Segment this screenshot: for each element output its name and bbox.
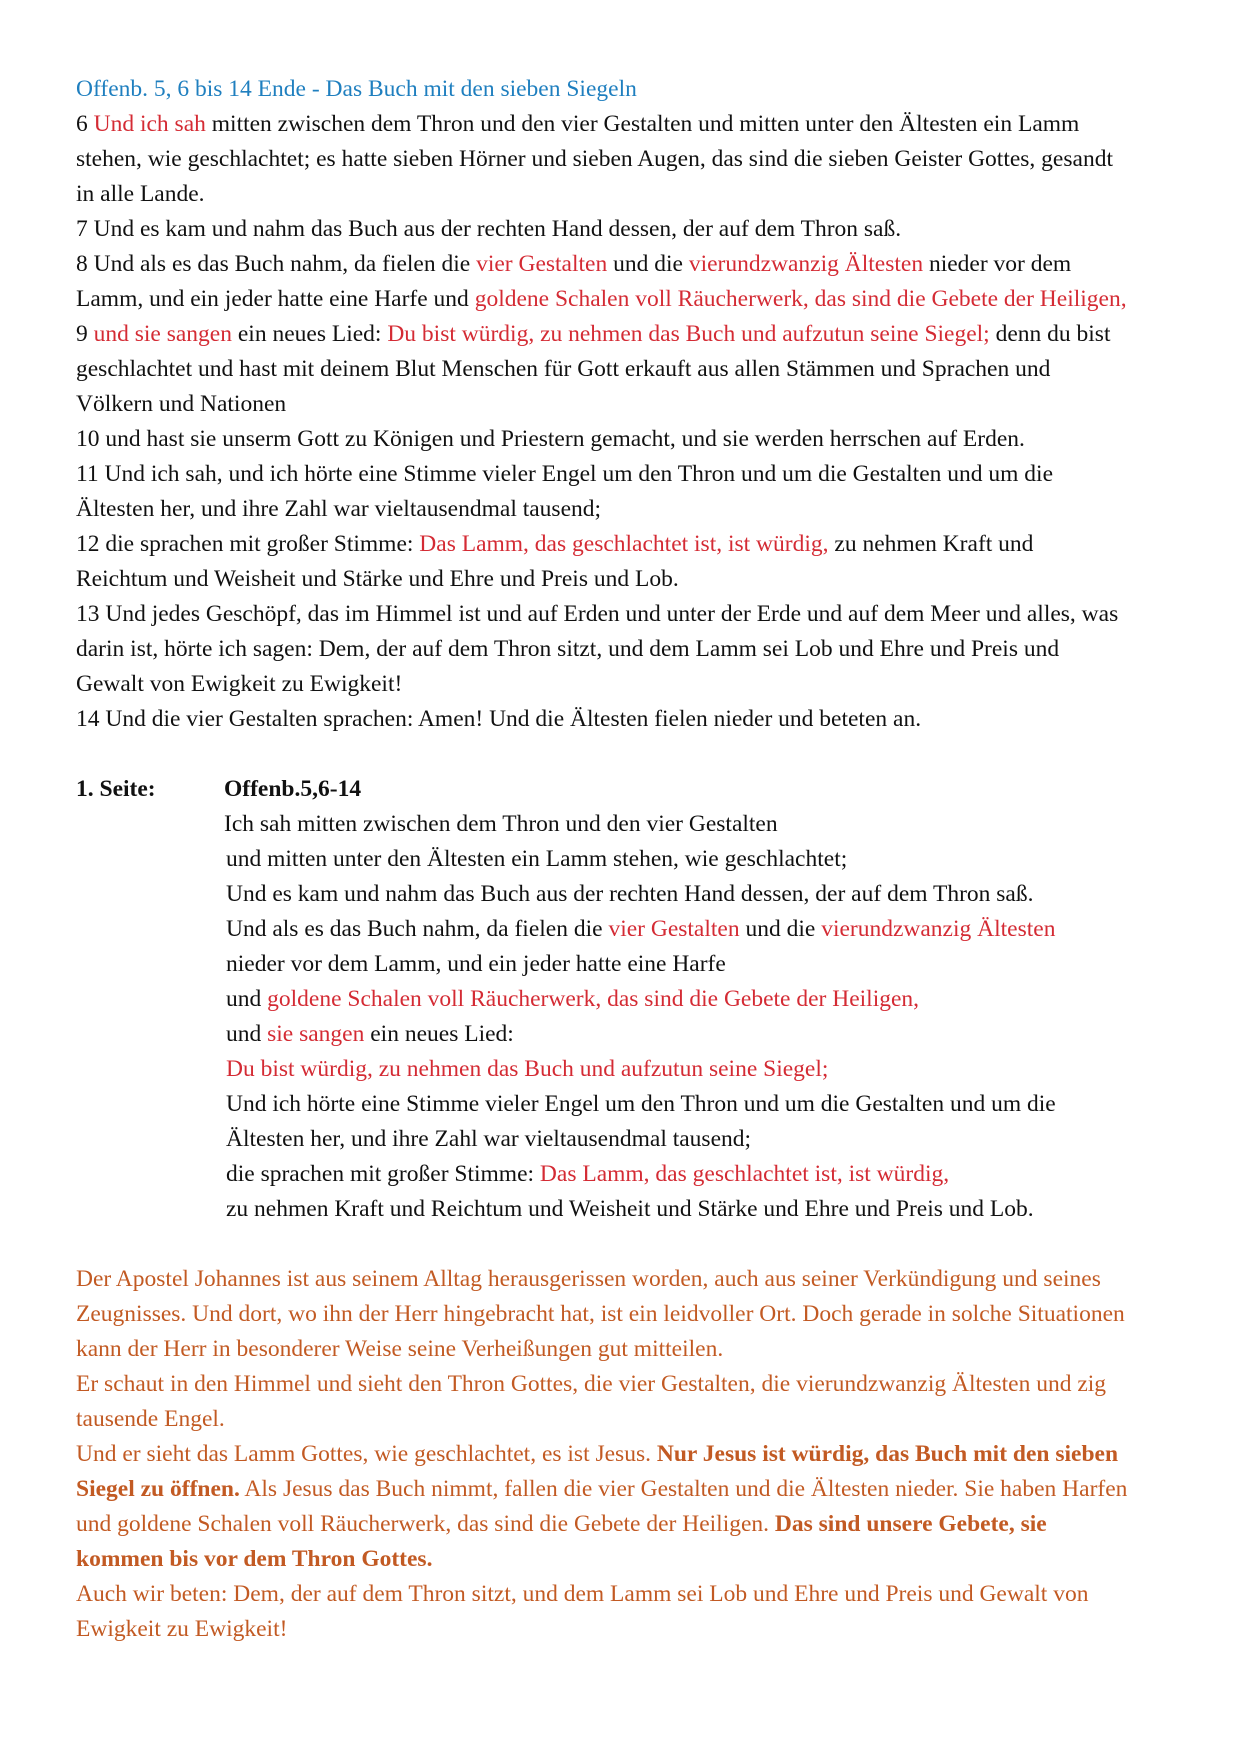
section-line-11-text: die sprachen mit großer Stimme: bbox=[226, 1161, 540, 1187]
verse-7: 7 Und es kam und nahm das Buch aus der rechten Hand dessen, der auf dem Thron saß. bbox=[76, 216, 902, 242]
commentary-paragraph-2: Er schaut in den Himmel und sieht den Thron Gottes, die vier Gestalten, die vierundzwanzig Ältesten und zig tausende Engel. bbox=[76, 1371, 1107, 1432]
verse-8-highlight-c: goldene Schalen voll Räucherwerk, das sind die Gebete der Heiligen, bbox=[474, 286, 1127, 312]
verse-10: 10 und hast sie unserm Gott zu Königen und Priestern gemacht, und sie werden herrschen auf Erden. bbox=[76, 426, 1025, 452]
commentary bbox=[76, 1262, 1130, 1647]
section-line-3: Und es kam und nahm das Buch aus der rechten Hand dessen, der auf dem Thron saß. bbox=[226, 881, 1034, 907]
document-title: Offenb. 5, 6 bis 14 Ende - Das Buch mit den sieben Siegeln bbox=[76, 76, 637, 102]
verse-8-highlight-b: vierundzwanzig Ältesten bbox=[688, 251, 924, 277]
verse-8-text-a: 8 Und als es das Buch nahm, da fielen die bbox=[76, 251, 477, 277]
section-line-11 bbox=[226, 1157, 1130, 1192]
section-lines bbox=[226, 807, 1130, 1227]
verse-12-text-a: 12 die sprachen mit großer Stimme: bbox=[76, 531, 420, 557]
verse-6-highlight: Und ich sah bbox=[93, 111, 206, 137]
verse-9-text-b: denn du bist geschlachtet und hast mit deinem Blut Menschen für Gott erkauft aus allen Stämmen und Sprachen und Völkern und Nationen bbox=[76, 321, 1111, 417]
commentary-3-text-a: Und er sieht das Lamm Gottes, wie geschlachtet, es ist Jesus. bbox=[76, 1441, 657, 1467]
section-line-4-highlight-a: vier Gestalten bbox=[608, 916, 740, 942]
verse-6-text: mitten zwischen dem Thron und den vier Gestalten und mitten unter den Ältesten ein Lamm stehen, wie geschlachtet; es hatte sieben Hörner und sieben Augen, das sind die sieben Geister Gottes, gesandt in alle Lande. bbox=[76, 111, 1113, 207]
section-label: 1. Seite: bbox=[76, 776, 156, 802]
section-line-1: Ich sah mitten zwischen dem Thron und den vier Gestalten bbox=[224, 811, 778, 837]
verse-9-highlight-a: und sie sangen bbox=[93, 321, 232, 347]
section-line-8: Du bist würdig, zu nehmen das Buch und aufzutun seine Siegel; bbox=[226, 1056, 829, 1082]
section-line-12: zu nehmen Kraft und Reichtum und Weisheit und Stärke und Ehre und Preis und Lob. bbox=[226, 1196, 1034, 1222]
commentary-3-text-b: Als Jesus das Buch nimmt, fallen die vier Gestalten und die Ältesten nieder. Sie haben Harfen und goldene Schalen voll Räucherwerk, das sind die Gebete der Heiligen. bbox=[76, 1476, 1128, 1537]
section-line-11-highlight: Das Lamm, das geschlachtet ist, ist würdig, bbox=[539, 1161, 950, 1187]
verse-9 bbox=[76, 317, 1130, 422]
commentary-paragraph-4: Auch wir beten: Dem, der auf dem Thron sitzt, und dem Lamm sei Lob und Ehre und Preis und Gewalt von Ewigkeit zu Ewigkeit! bbox=[76, 1581, 1089, 1642]
section-line-7-text-a: und bbox=[226, 1021, 268, 1047]
section-reference: Offenb.5,6-14 bbox=[224, 776, 362, 802]
verse-8 bbox=[76, 247, 1130, 317]
verse-13: 13 Und jedes Geschöpf, das im Himmel ist und auf Erden und unter der Erde und auf dem Meer und alles, was darin ist, hörte ich sagen: Dem, der auf dem Thron sitzt, und dem Lamm sei Lob und Ehre und Preis und Gewalt von Ewigkeit zu Ewigkeit! bbox=[76, 601, 1119, 697]
commentary-paragraph-1: Der Apostel Johannes ist aus seinem Alltag herausgerissen worden, auch aus seiner Verkündigung und seines Zeugnisses. Und dort, wo ihn der Herr hingebracht hat, ist ein leidvoller Ort. Doch gerade in solche Situationen kann der Herr in besonderer Weise seine Verheißungen gut mitteilen. bbox=[76, 1266, 1125, 1362]
verse-9-highlight-b: Du bist würdig, zu nehmen das Buch und aufzutun seine Siegel; bbox=[387, 321, 990, 347]
verse-11: 11 Und ich sah, und ich hörte eine Stimme vieler Engel um den Thron und um die Gestalten und um die Ältesten her, und ihre Zahl war vieltausendmal tausend; bbox=[76, 461, 1054, 522]
section-line-5: nieder vor dem Lamm, und ein jeder hatte eine Harfe bbox=[226, 951, 726, 977]
commentary-paragraph-3 bbox=[76, 1437, 1130, 1577]
section-line-7 bbox=[226, 1017, 1130, 1052]
section-line-6-highlight: goldene Schalen voll Räucherwerk, das sind die Gebete der Heiligen, bbox=[267, 986, 920, 1012]
section-header bbox=[76, 772, 1130, 807]
section-line-7-highlight: sie sangen bbox=[267, 1021, 365, 1047]
section-line-9: Und ich hörte eine Stimme vieler Engel um den Thron und um die Gestalten und um die bbox=[226, 1091, 1056, 1117]
section-line-6 bbox=[226, 982, 1130, 1017]
verse-9-number: 9 bbox=[76, 321, 94, 347]
verse-8-text-b: und die bbox=[607, 251, 689, 277]
section-line-6-text: und bbox=[226, 986, 268, 1012]
verse-9-text-a: ein neues Lied: bbox=[232, 321, 388, 347]
section-line-4-highlight-b: vierundzwanzig Ältesten bbox=[821, 916, 1056, 942]
section-line-10: Ältesten her, und ihre Zahl war vieltausendmal tausend; bbox=[226, 1126, 752, 1152]
verse-12-text-b: zu nehmen Kraft und Reichtum und Weisheit und Stärke und Ehre und Preis und Lob. bbox=[76, 531, 1034, 592]
section-line-7-text-b: ein neues Lied: bbox=[364, 1021, 514, 1047]
section-line-4 bbox=[226, 912, 1130, 947]
commentary-3-bold-b: Das sind unsere Gebete, sie kommen bis vor dem Thron Gottes. bbox=[76, 1511, 1047, 1572]
verse-8-text-c: nieder vor dem Lamm, und ein jeder hatte eine Harfe und bbox=[76, 251, 1072, 312]
verse-12-highlight: Das Lamm, das geschlachtet ist, ist würdig, bbox=[419, 531, 829, 557]
section-line-2: und mitten unter den Ältesten ein Lamm stehen, wie geschlachtet; bbox=[226, 846, 848, 872]
section-line-4-text-a: Und als es das Buch nahm, da fielen die bbox=[226, 916, 609, 942]
verse-12 bbox=[76, 527, 1130, 597]
commentary-3-bold-a: Nur Jesus ist würdig, das Buch mit den sieben Siegel zu öffnen. bbox=[76, 1441, 1119, 1502]
verse-14: 14 Und die vier Gestalten sprachen: Amen! Und die Ältesten fielen nieder und beteten an. bbox=[76, 706, 922, 732]
verse-6-number: 6 bbox=[76, 111, 94, 137]
section-line-4-text-b: und die bbox=[739, 916, 822, 942]
scripture-passage bbox=[76, 107, 1130, 737]
verse-6 bbox=[76, 107, 1130, 212]
verse-8-highlight-a: vier Gestalten bbox=[476, 251, 608, 277]
